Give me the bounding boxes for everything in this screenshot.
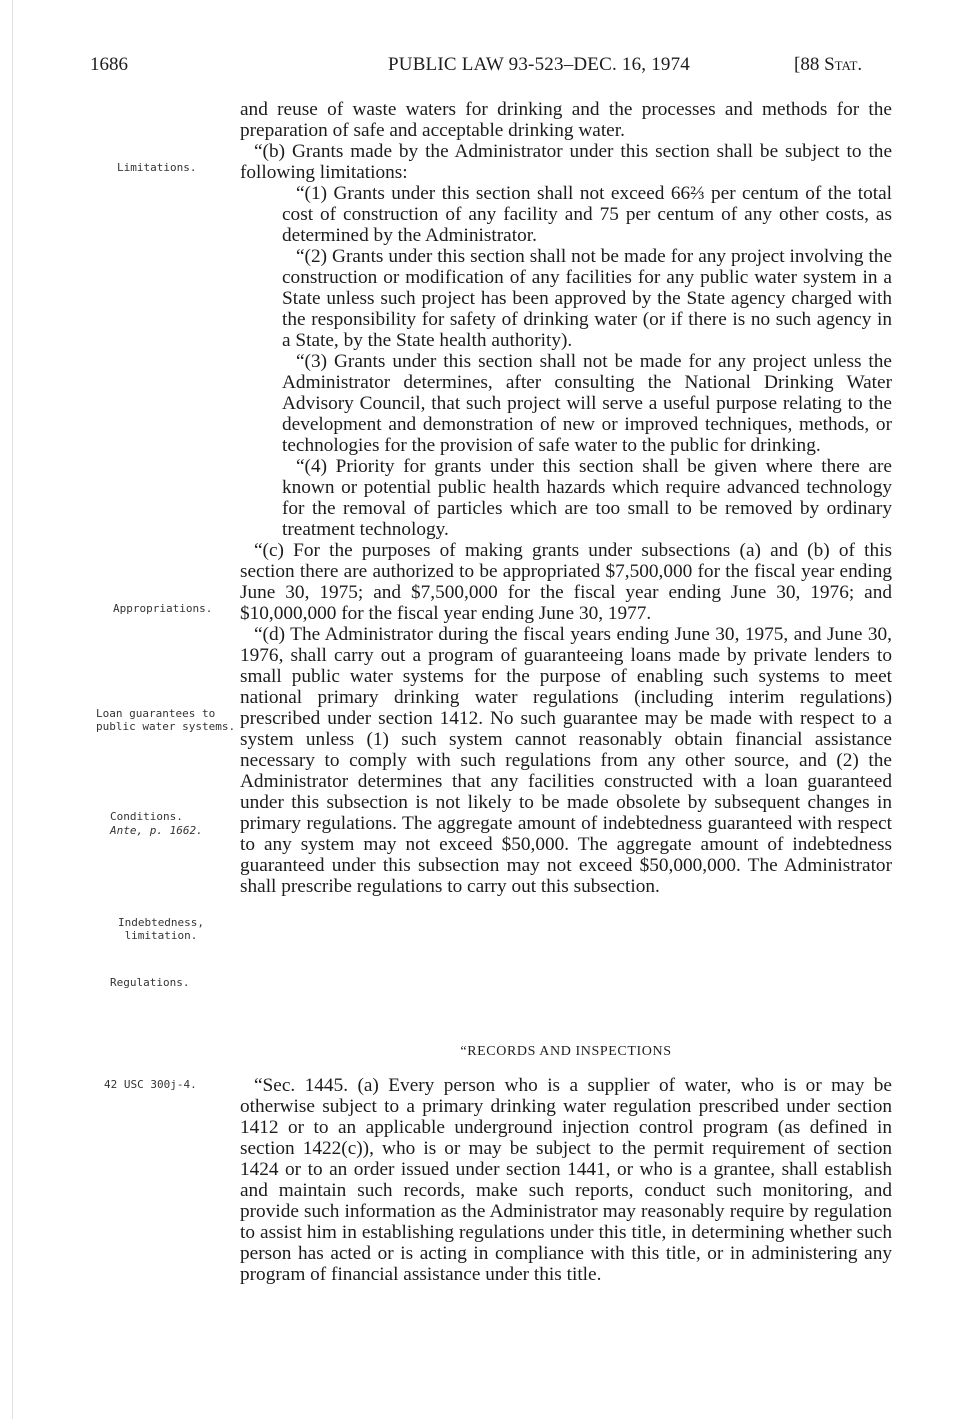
page-edge [12,0,13,1419]
paragraph-b1: “(1) Grants under this section shall not exceed 66⅔ per centum of the total cost of construction of any facility and 75 per centum of any other costs, as determined by the Administrator. [282,183,892,246]
paragraph-c: “(c) For the purposes of making grants under subsections (a) and (b) of this section there are authorized to be appropriated $7,500,000 for the fiscal year ending June 30, 1975; and $7,500,000 for the fiscal year ending June 30, 1976; and $10,000,000 for the fiscal year ending June 30, 1977. [240,540,892,624]
paragraph-b4: “(4) Priority for grants under this section shall be given where there are known or potential public health hazards which require advanced technology for the removal of particles which are too small to be removed by ordinary treatment technology. [282,456,892,540]
text-block-sec1445 [240,1075,892,1285]
text-block-top [240,99,892,897]
margin-note-ante: Ante, p. 1662. [110,824,203,837]
paragraph-carryover: and reuse of waste waters for drinking and the processes and methods for the preparation of safe and acceptable drinking water. [240,99,892,141]
paragraph-b2: “(2) Grants under this section shall not be made for any project involving the construction or modification of any facilities for any public water system in a State unless such project has been approved by the State agency charged with the responsibility for safety of drinking water (or if there is no such agency in a State, by the State health authority). [282,246,892,351]
page-number: 1686 [90,54,128,75]
page-header [0,54,956,84]
margin-note-appropriations: Appropriations. [113,602,213,615]
margin-note-regulations: Regulations. [110,976,190,989]
margin-note-indebtedness: Indebtedness, limitation. [117,916,205,942]
section-heading: “RECORDS AND INSPECTIONS [460,1044,672,1059]
paragraph-b: “(b) Grants made by the Administrator under this section shall be subject to the following limitations: [240,141,892,183]
margin-note-loan-guarantees: Loan guarantees to public water systems. [96,707,236,733]
running-title: PUBLIC LAW 93-523–DEC. 16, 1974 [388,54,690,75]
paragraph-sec-1445: “Sec. 1445. (a) Every person who is a supplier of water, who is or may be otherwise subject to a primary drinking water regulation prescribed under section 1412 or to an applicable underground injection control program (as defined in section 1422(c)), who is or may be subject to the permit requirement of section 1424 or to an order issued under section 1441, or who is a grantee, shall establish and maintain such records, make such reports, conduct such monitoring, and provide such information as the Administrator may reasonably require by regulation to assist him in establishing regulations under this title, in determining whether such person has acted or is acting in compliance with this title, or in administering any program of financial assistance under this title. [240,1075,892,1285]
margin-note-usc-citation: 42 USC 300j-4. [104,1078,197,1091]
margin-note-limitations: Limitations. [117,161,197,174]
statute-reference: [88 Stat. [794,54,863,75]
paragraph-d: “(d) The Administrator during the fiscal years ending June 30, 1975, and June 30, 1976, shall carry out a program of guaranteeing loans made by private lenders to small public water systems for the purpose of enabling such systems to meet national primary drinking water regulations (including interim regulations) prescribed under section 1412. No such guarantee may be made with respect to a system unless (1) such system cannot reasonably obtain financial assistance necessary to comply with such regulations from any other source, and (2) the Administrator determines that any facilities constructed with a loan guaranteed under this subsection is not likely to be made obsolete by subsequent changes in primary regulations. The aggregate amount of indebtedness guaranteed with respect to any system may not exceed $50,000. The aggregate amount of indebtedness guaranteed under this subsection may not exceed $50,000,000. The Administrator shall prescribe regulations to carry out this subsection. [240,624,892,897]
paragraph-b3: “(3) Grants under this section shall not be made for any project unless the Administrator determines, after consulting the National Drinking Water Advisory Council, that such project will serve a useful purpose relating to the development and demonstration of new or improved techniques, methods, or technologies for the provision of safe water to the public for drinking. [282,351,892,456]
margin-note-conditions: Conditions. [110,810,183,823]
